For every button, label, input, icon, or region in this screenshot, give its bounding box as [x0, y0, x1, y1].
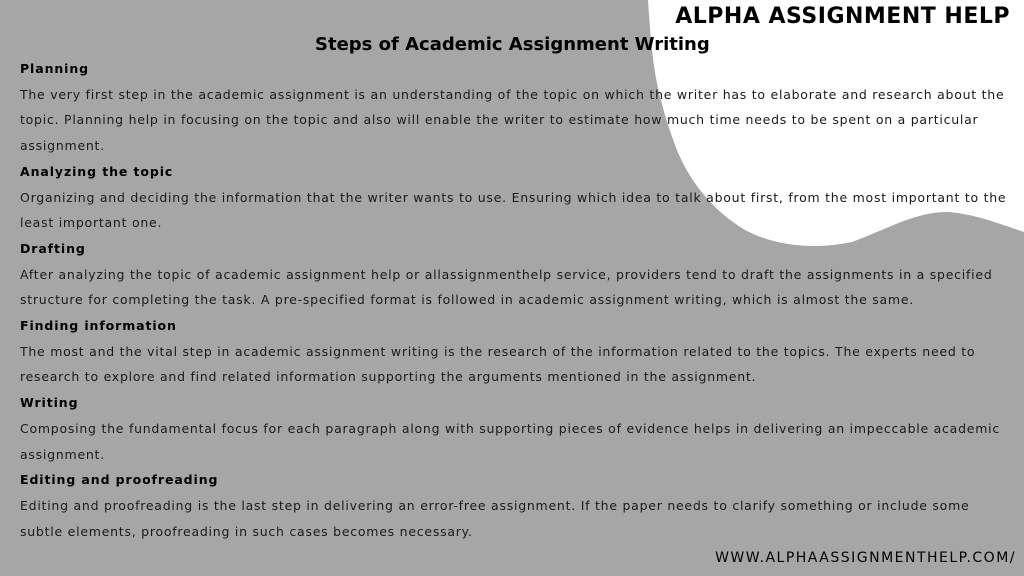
- article-content: [20, 56, 1010, 544]
- section-heading: Finding information: [20, 318, 177, 334]
- section-body: After analyzing the topic of academic assignment help or allassignmenthelp service, providers tend to draft the assignments in a specified structure for completing the task. A pre-specified format is followed in academic assignment writing, which is almost the same.: [20, 266, 993, 308]
- section-drafting: [20, 236, 1010, 313]
- brand-name: ALPHA ASSIGNMENT HELP: [675, 4, 1010, 29]
- section-heading: Editing and proofreading: [20, 472, 219, 488]
- section-analyzing-the-topic: [20, 159, 1010, 236]
- section-writing: [20, 390, 1010, 467]
- website-url[interactable]: WWW.ALPHAASSIGNMENTHELP.COM/: [715, 550, 1016, 566]
- section-body: Organizing and deciding the information that the writer wants to use. Ensuring which idea to talk about first, from the most important to the least important one.: [20, 189, 1007, 231]
- section-heading: Drafting: [20, 240, 86, 256]
- section-finding-information: [20, 313, 1010, 390]
- section-heading: Analyzing the topic: [20, 163, 174, 179]
- section-body: Editing and proofreading is the last step in delivering an error-free assignment. If the paper needs to clarify something or include some subtle elements, proofreading in such cases becomes necessary.: [20, 497, 970, 539]
- section-body: Composing the fundamental focus for each paragraph along with supporting pieces of evidence helps in delivering an impeccable academic assignment.: [20, 420, 1000, 462]
- section-body: The most and the vital step in academic assignment writing is the research of the information related to the topics. The experts need to research to explore and find related information supporting the arguments mentioned in the assignment.: [20, 343, 976, 385]
- section-planning: [20, 56, 1010, 159]
- section-editing-and-proofreading: [20, 467, 1010, 544]
- section-heading: Writing: [20, 395, 79, 411]
- section-heading: Planning: [20, 61, 90, 76]
- section-body: The very first step in the academic assignment is an understanding of the topic on which the writer has to elaborate and research about the topic. Planning help in focusing on the topic and also will enable the writer to estimate how much time needs to be spent on a particular assignment.: [20, 86, 1005, 154]
- page-title: Steps of Academic Assignment Writing: [315, 34, 710, 55]
